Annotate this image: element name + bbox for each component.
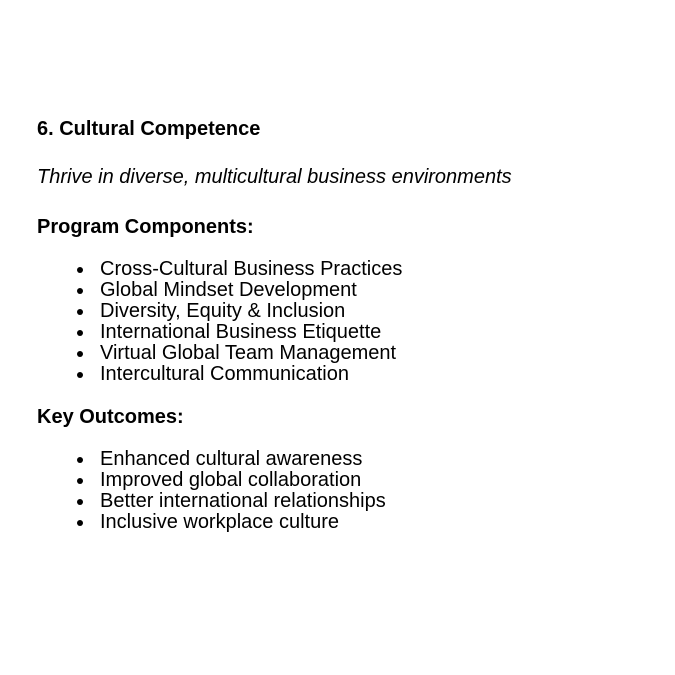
bullet-icon	[77, 351, 83, 357]
section-subtitle: Thrive in diverse, multicultural business environments	[37, 166, 512, 188]
bullet-icon	[77, 457, 83, 463]
list-item-label: Intercultural Communication	[100, 363, 349, 385]
list-item-label: Enhanced cultural awareness	[100, 448, 363, 470]
document-content	[37, 117, 657, 533]
bullet-icon	[77, 309, 83, 315]
list-item	[37, 364, 657, 385]
bullet-icon	[77, 372, 83, 378]
list-item	[37, 470, 657, 491]
list-item-label: International Business Etiquette	[100, 321, 382, 343]
program-components-list	[37, 259, 657, 385]
list-item	[37, 301, 657, 322]
list-item	[37, 449, 657, 470]
program-components-heading: Program Components:	[37, 216, 254, 238]
list-item	[37, 259, 657, 280]
bullet-icon	[77, 520, 83, 526]
bullet-icon	[77, 330, 83, 336]
list-item-label: Improved global collaboration	[100, 469, 362, 491]
list-item	[37, 343, 657, 364]
list-item-label: Global Mindset Development	[100, 279, 357, 301]
key-outcomes-list	[37, 449, 657, 533]
bullet-icon	[77, 499, 83, 505]
section-title: 6. Cultural Competence	[37, 118, 261, 140]
list-item-label: Better international relationships	[100, 490, 386, 512]
list-item-label: Diversity, Equity & Inclusion	[100, 300, 346, 322]
list-item	[37, 491, 657, 512]
list-item	[37, 512, 657, 533]
bullet-icon	[77, 288, 83, 294]
list-item-label: Virtual Global Team Management	[100, 342, 397, 364]
list-item-label: Inclusive workplace culture	[100, 511, 339, 533]
list-item	[37, 280, 657, 301]
list-item	[37, 322, 657, 343]
list-item-label: Cross-Cultural Business Practices	[100, 258, 403, 280]
key-outcomes-heading: Key Outcomes:	[37, 406, 184, 428]
bullet-icon	[77, 478, 83, 484]
bullet-icon	[77, 267, 83, 273]
